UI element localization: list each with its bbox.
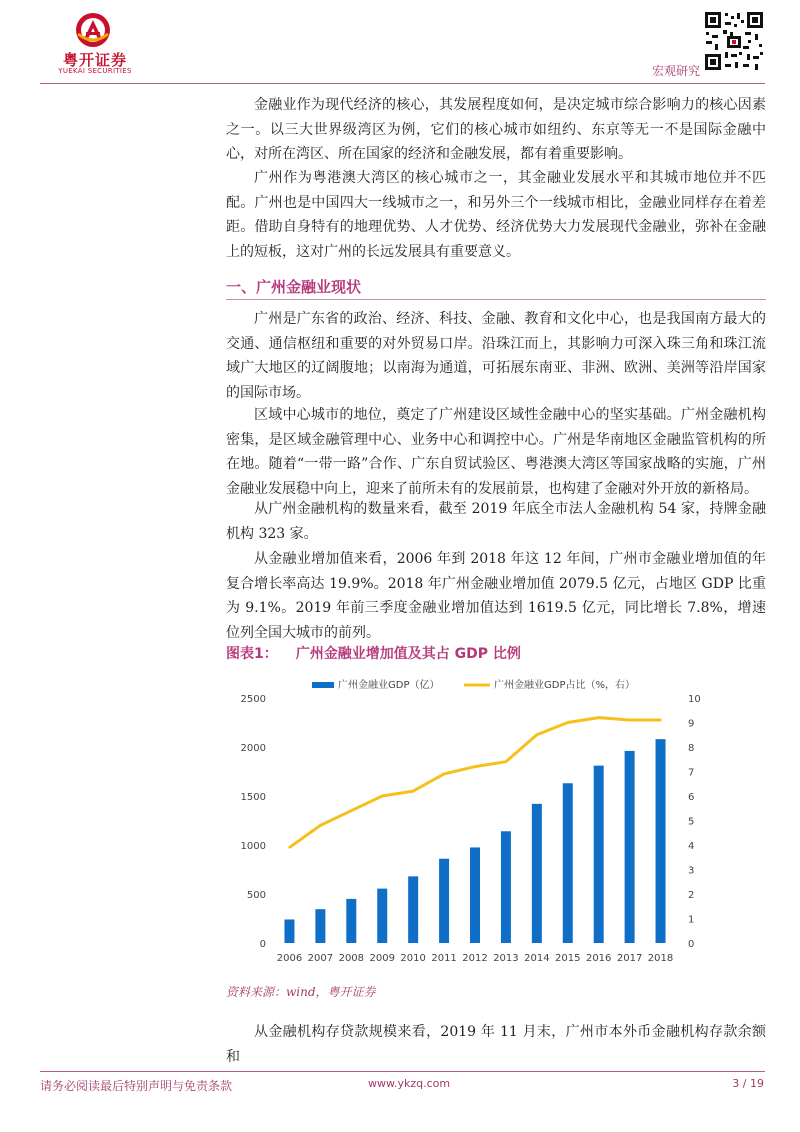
bar-2007 xyxy=(315,909,325,943)
y-right-tick-label: 9 xyxy=(688,718,695,730)
x-tick-label: 2013 xyxy=(493,953,519,964)
x-tick-label: 2010 xyxy=(400,953,426,964)
page-number: 3 / 19 xyxy=(732,1077,764,1090)
line-point-2009 xyxy=(381,795,383,797)
line-point-2012 xyxy=(474,765,476,767)
footer-divider xyxy=(40,1071,765,1072)
y-left-tick-label: 0 xyxy=(259,939,266,950)
paragraph-1: 金融业作为现代经济的核心，其发展程度如何，是决定城市综合影响力的核心因素之一。以三大世界级湾区为例，它们的核心城市如纽约、东京等无一不是国际金融中心，对所在湾区、所在国家的经济和金融发展，都有着重要影响。 xyxy=(226,97,766,162)
legend-swatch-bar xyxy=(312,682,334,688)
figure-label: 图表1： xyxy=(226,646,278,662)
company-logo xyxy=(45,12,145,76)
y-right-tick-label: 2 xyxy=(688,890,695,901)
y-right-tick-label: 4 xyxy=(688,841,695,852)
report-category: 宏观研究 xyxy=(651,64,700,78)
paragraph-3: 广州是广东省的政治、经济、科技、金融、教育和文化中心，也是我国南方最大的交通、通信枢纽和重要的对外贸易口岸。沿珠江而上，其影响力可深入珠三角和珠江流域广大地区的辽阔腹地；以南海为通道，可拓展东南亚、非洲、欧洲、美洲等沿岸国家的国际市场。 xyxy=(226,311,766,401)
x-tick-label: 2017 xyxy=(616,953,643,964)
section-divider xyxy=(226,299,766,300)
paragraph-4: 区域中心城市的地位，奠定了广州建设区域性金融中心的坚实基础。广州金融机构密集，是区域金融管理中心、业务中心和调控中心。广州是华南地区金融监管机构的所在地。随着“一带一路”合作、广东自贸试验区、粤港澳大湾区等国家战略的实施，广州金融业发展稳中向上，迎来了前所未有的发展前景，也构建了金融对外开放的新格局。 xyxy=(226,407,766,497)
figure-caption: 广州金融业增加值及其占 GDP 比例 xyxy=(295,646,521,662)
x-tick-label: 2009 xyxy=(369,953,395,964)
x-tick-label: 2006 xyxy=(276,953,303,964)
x-tick-label: 2011 xyxy=(431,953,457,964)
bar-series xyxy=(284,739,665,943)
x-tick-label: 2012 xyxy=(462,953,488,964)
line-point-2006 xyxy=(288,846,290,848)
y-right-tick-label: 6 xyxy=(688,792,695,803)
x-tick-label: 2018 xyxy=(647,953,674,964)
line-point-2015 xyxy=(567,721,569,723)
y-left-tick-label: 1500 xyxy=(240,792,266,803)
x-axis-labels xyxy=(277,953,674,964)
line-point-2013 xyxy=(505,761,507,763)
line-series xyxy=(288,716,661,848)
legend-label-line: 广州金融业GDP占比（%，右） xyxy=(494,680,635,691)
figure-source: 资料来源：wind，粤开证券 xyxy=(226,985,376,999)
bar-2016 xyxy=(594,766,604,943)
line-point-2008 xyxy=(350,810,352,812)
line-point-2018 xyxy=(659,719,661,721)
line-point-2010 xyxy=(412,790,414,792)
y-left-tick-label: 1000 xyxy=(240,841,266,852)
y-right-tick-label: 3 xyxy=(688,865,695,877)
y-left-tick-label: 2500 xyxy=(240,694,266,705)
qr-code-icon xyxy=(703,10,765,72)
y-right-tick-label: 5 xyxy=(688,816,695,828)
y-left-tick-label: 2000 xyxy=(240,743,266,754)
paragraph-5: 从广州金融机构的数量来看，截至 2019 年底全市法人金融机构 54 家，持牌金融机构 323 家。 xyxy=(226,501,766,542)
y-right-tick-label: 0 xyxy=(688,939,695,950)
legend-label-bar: 广州金融业GDP（亿） xyxy=(338,680,440,691)
bar-2017 xyxy=(625,751,635,943)
paragraph-7: 从金融机构存贷款规模来看，2019 年 11 月末，广州市本外币金融机构存款余额和 xyxy=(226,1024,766,1065)
line-point-2017 xyxy=(628,719,630,721)
line-point-2011 xyxy=(443,773,445,775)
x-tick-label: 2007 xyxy=(307,953,334,964)
header-divider xyxy=(40,83,765,84)
figure-title xyxy=(226,643,521,663)
chart-container xyxy=(226,668,766,978)
bar-line-chart xyxy=(226,668,766,978)
paragraph-2: 广州作为粤港澳大湾区的核心城市之一，其金融业发展水平和其城市地位并不匹配。广州也是中国四大一线城市之一，和另外三个一线城市相比，金融业同样存在着差距。借助自身特有的地理优势、人才优势、经济优势大力发展现代金融业，弥补在金融上的短板，这对广州的长远发展具有重要意义。 xyxy=(226,170,766,260)
logo-text-cn: 粤开证券 xyxy=(62,51,127,69)
bar-2008 xyxy=(346,899,356,943)
y-axis-right xyxy=(688,694,701,950)
bar-2009 xyxy=(377,889,387,943)
y-right-tick-label: 10 xyxy=(688,694,701,705)
bar-2011 xyxy=(439,859,449,943)
x-tick-label: 2008 xyxy=(338,953,365,964)
logo-text-en: YUEKAI SECURITIES xyxy=(58,67,132,75)
line-point-2007 xyxy=(319,824,321,826)
y-right-tick-label: 1 xyxy=(688,914,695,926)
footer-disclaimer[interactable]: 请务必阅读最后特别声明与免责条款 xyxy=(40,1079,233,1093)
bar-2012 xyxy=(470,847,480,943)
chart-legend xyxy=(312,678,635,691)
bar-2018 xyxy=(656,739,666,943)
bar-2013 xyxy=(501,831,511,943)
bar-2006 xyxy=(284,919,294,943)
paragraph-6: 从金融业增加值来看，2006 年到 2018 年这 12 年间，广州市金融业增加值的年复合增长率高达 19.9%。2018 年广州金融业增加值 2079.5 亿元，占地区 GDP 比重为 9.1%。2019 年前三季度金融业增加值达到 1619.5 亿元，同比增长 7.8%，增速位列全国大城市的前列。 xyxy=(226,551,766,641)
y-right-tick-label: 8 xyxy=(688,743,695,754)
line-point-2016 xyxy=(597,716,599,718)
bar-2014 xyxy=(532,804,542,943)
y-axis-left xyxy=(241,694,266,950)
bar-2015 xyxy=(563,783,573,943)
logo-mark-icon xyxy=(75,12,111,48)
footer-website[interactable]: www.ykzq.com xyxy=(368,1077,451,1090)
line-point-2014 xyxy=(536,734,538,736)
gdp-share-line xyxy=(289,718,660,848)
bar-2010 xyxy=(408,876,418,943)
x-tick-label: 2014 xyxy=(524,953,550,964)
y-right-tick-label: 7 xyxy=(688,767,695,779)
y-left-tick-label: 500 xyxy=(246,890,266,901)
x-tick-label: 2016 xyxy=(585,953,612,964)
page-header xyxy=(0,0,800,84)
x-tick-label: 2015 xyxy=(555,953,581,964)
section-title: 一、广州金融业现状 xyxy=(226,278,362,296)
